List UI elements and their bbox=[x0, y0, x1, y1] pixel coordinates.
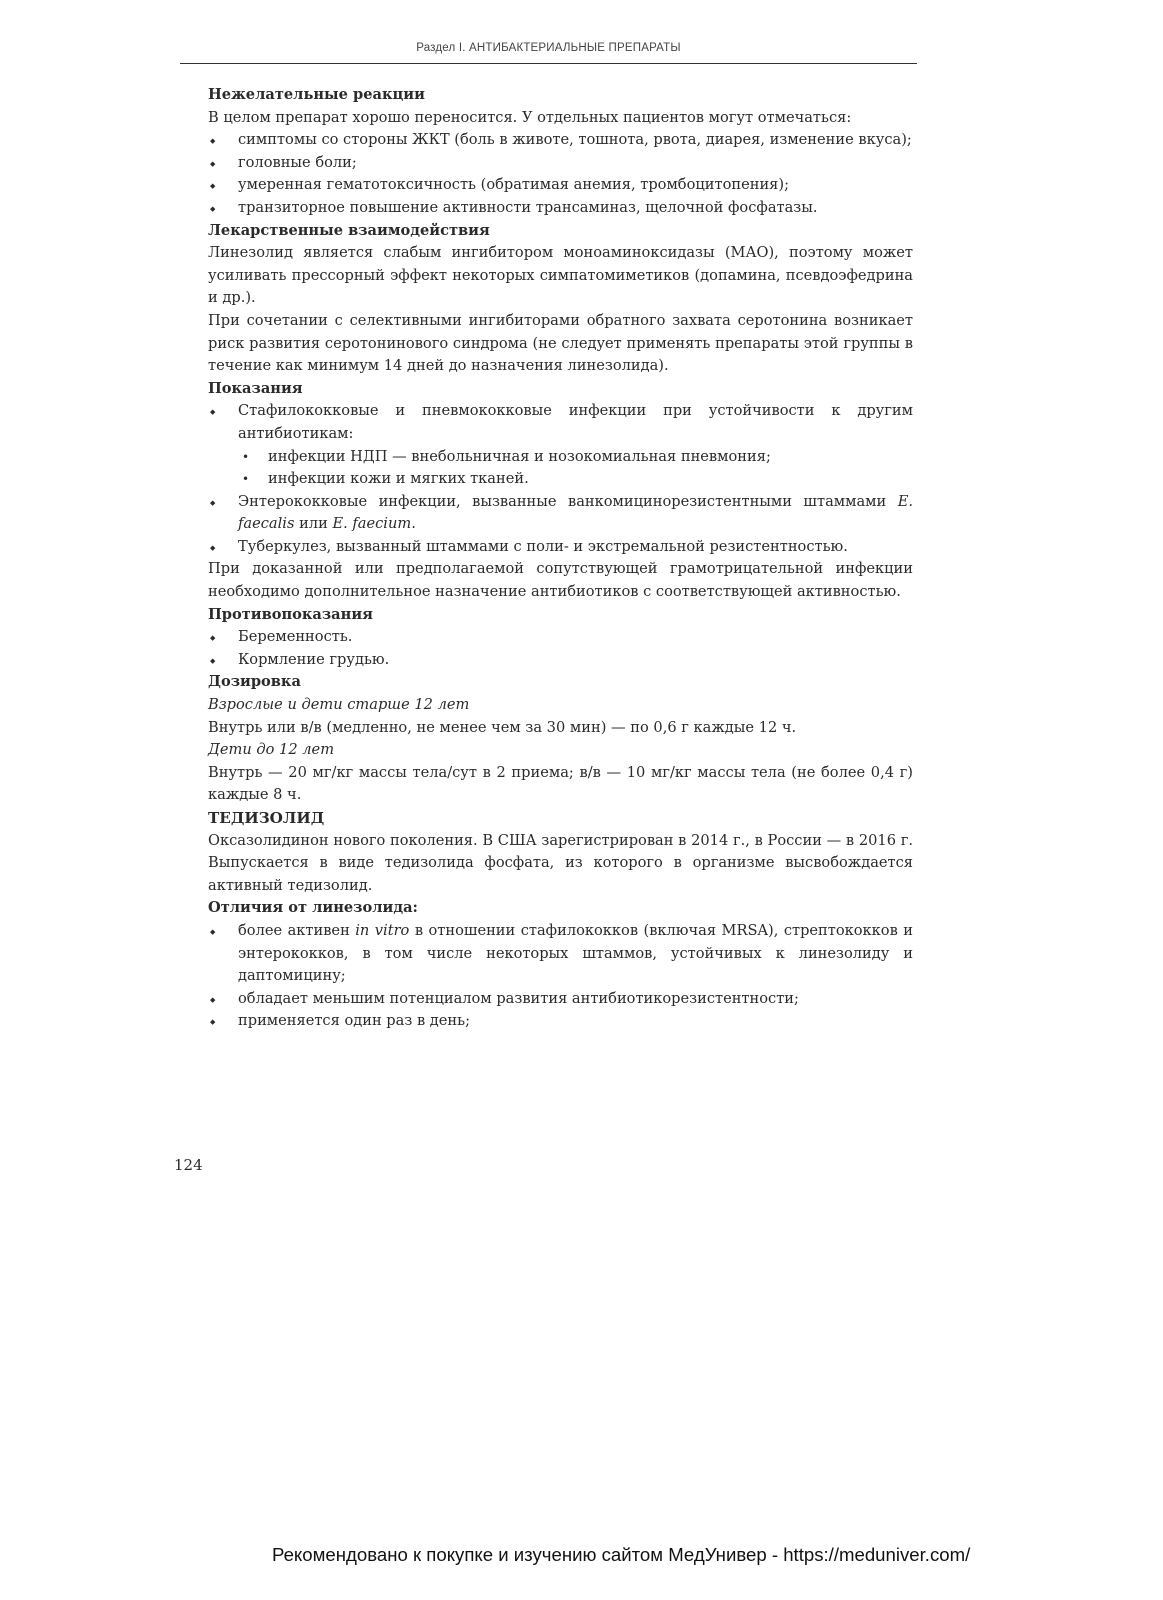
list-item: • инфекции НДП — внебольничная и нозокомиальная пневмония; bbox=[208, 446, 913, 469]
list-item: ◆ умеренная гематотоксичность (обратимая анемия, тромбоцитопения); bbox=[208, 174, 913, 197]
list-item: ◆ обладает меньшим потенциалом развития антибиотикорезистентности; bbox=[208, 988, 913, 1011]
list-item: ◆ применяется один раз в день; bbox=[208, 1010, 913, 1033]
interactions-paragraph-1: Линезолид является слабым ингибитором моноаминоксидазы (МАО), поэтому может усиливать прессорный эффект некоторых симпатомиметиков (допамина, псевдоэфедрина и др.). bbox=[208, 244, 913, 307]
list-item bbox=[208, 491, 913, 536]
list-item: ◆ Беременность. bbox=[208, 626, 913, 649]
adverse-heading: Нежелательные реакции bbox=[208, 86, 425, 103]
interactions-heading: Лекарственные взаимодействия bbox=[208, 221, 490, 239]
list-item: ◆ транзиторное повышение активности трансаминаз, щелочной фосфатазы. bbox=[208, 197, 913, 220]
list-item: • инфекции кожи и мягких тканей. bbox=[208, 468, 913, 491]
latin-term: in vitro bbox=[355, 921, 410, 939]
header-rule bbox=[180, 63, 917, 64]
indications-sublist bbox=[208, 446, 913, 491]
indications-note: При доказанной или предполагаемой сопутствующей грамотрицательной инфекции необходимо дополнительное назначение антибиотиков с соответствующей активностью. bbox=[208, 560, 913, 601]
connector-text: или bbox=[294, 515, 333, 533]
page-number: 124 bbox=[174, 1156, 203, 1174]
period: . bbox=[411, 515, 416, 533]
contra-list bbox=[208, 626, 913, 671]
page-body bbox=[208, 84, 913, 1033]
indications-heading: Показания bbox=[208, 379, 303, 397]
list-item bbox=[208, 920, 913, 988]
dosing-heading: Дозировка bbox=[208, 673, 301, 691]
tedizolid-diff-heading: Отличия от линезолида: bbox=[208, 899, 418, 917]
children-label: Дети до 12 лет bbox=[208, 741, 335, 759]
diff-text: в отношении стафилококков (включая MRSA), стрептококков и энтерококков, в том числе некоторых штаммов, устойчивых к линезолиду и даптомицину; bbox=[238, 921, 913, 985]
diff-text: более активен bbox=[238, 921, 356, 939]
footer-watermark: Рекомендовано к покупке и изучению сайтом МедУнивер - https://meduniver.com/ bbox=[272, 1544, 971, 1565]
list-item: ◆ головные боли; bbox=[208, 152, 913, 175]
contra-heading: Противопоказания bbox=[208, 605, 373, 623]
interactions-paragraph-2: При сочетании с селективными ингибиторами обратного захвата серотонина возникает риск развития серотонинового синдрома (не следует применять препараты этой группы в течение как минимум 14 дней до назначения линезолида). bbox=[208, 311, 913, 375]
adverse-intro: В целом препарат хорошо переносится. У отдельных пациентов могут отмечаться: bbox=[208, 108, 852, 126]
running-header: Раздел I. АНТИБАКТЕРИАЛЬНЫЕ ПРЕПАРАТЫ bbox=[416, 42, 681, 54]
tedizolid-diff-list bbox=[208, 920, 913, 1033]
indication-staph: Стафилококковые и пневмококковые инфекции при устойчивости к другим антибиотикам: bbox=[238, 402, 913, 442]
list-item: ◆ Туберкулез, вызванный штаммами с поли- и экстремальной резистентностью. bbox=[208, 536, 913, 559]
adults-label: Взрослые и дети старше 12 лет bbox=[208, 696, 470, 714]
adults-dose: Внутрь или в/в (медленно, не менее чем за 30 мин) — по 0,6 г каждые 12 ч. bbox=[208, 718, 797, 736]
children-dose: Внутрь — 20 мг/кг массы тела/сут в 2 приема; в/в — 10 мг/кг массы тела (не более 0,4 г) каждые 8 ч. bbox=[208, 763, 913, 804]
adverse-list bbox=[208, 129, 913, 219]
tedizolid-title: ТЕДИЗОЛИД bbox=[208, 809, 325, 827]
species-name: E. faecium bbox=[332, 515, 412, 533]
list-item bbox=[208, 400, 913, 490]
species-name: E. faecalis bbox=[238, 492, 913, 533]
tedizolid-intro: Оксазолидинон нового поколения. В США зарегистрирован в 2014 г., в России — в 2016 г. Выпускается в виде тедизолида фосфата, из которого в организме высвобождается активный тедизолид. bbox=[208, 831, 913, 894]
list-item: ◆ симптомы со стороны ЖКТ (боль в животе, тошнота, рвота, диарея, изменение вкуса); bbox=[208, 129, 913, 152]
indication-entero-text: Энтерококковые инфекции, вызванные ванкомицинорезистентными штаммами bbox=[238, 492, 898, 510]
list-item: ◆ Кормление грудью. bbox=[208, 649, 913, 672]
indications-list bbox=[208, 400, 913, 558]
